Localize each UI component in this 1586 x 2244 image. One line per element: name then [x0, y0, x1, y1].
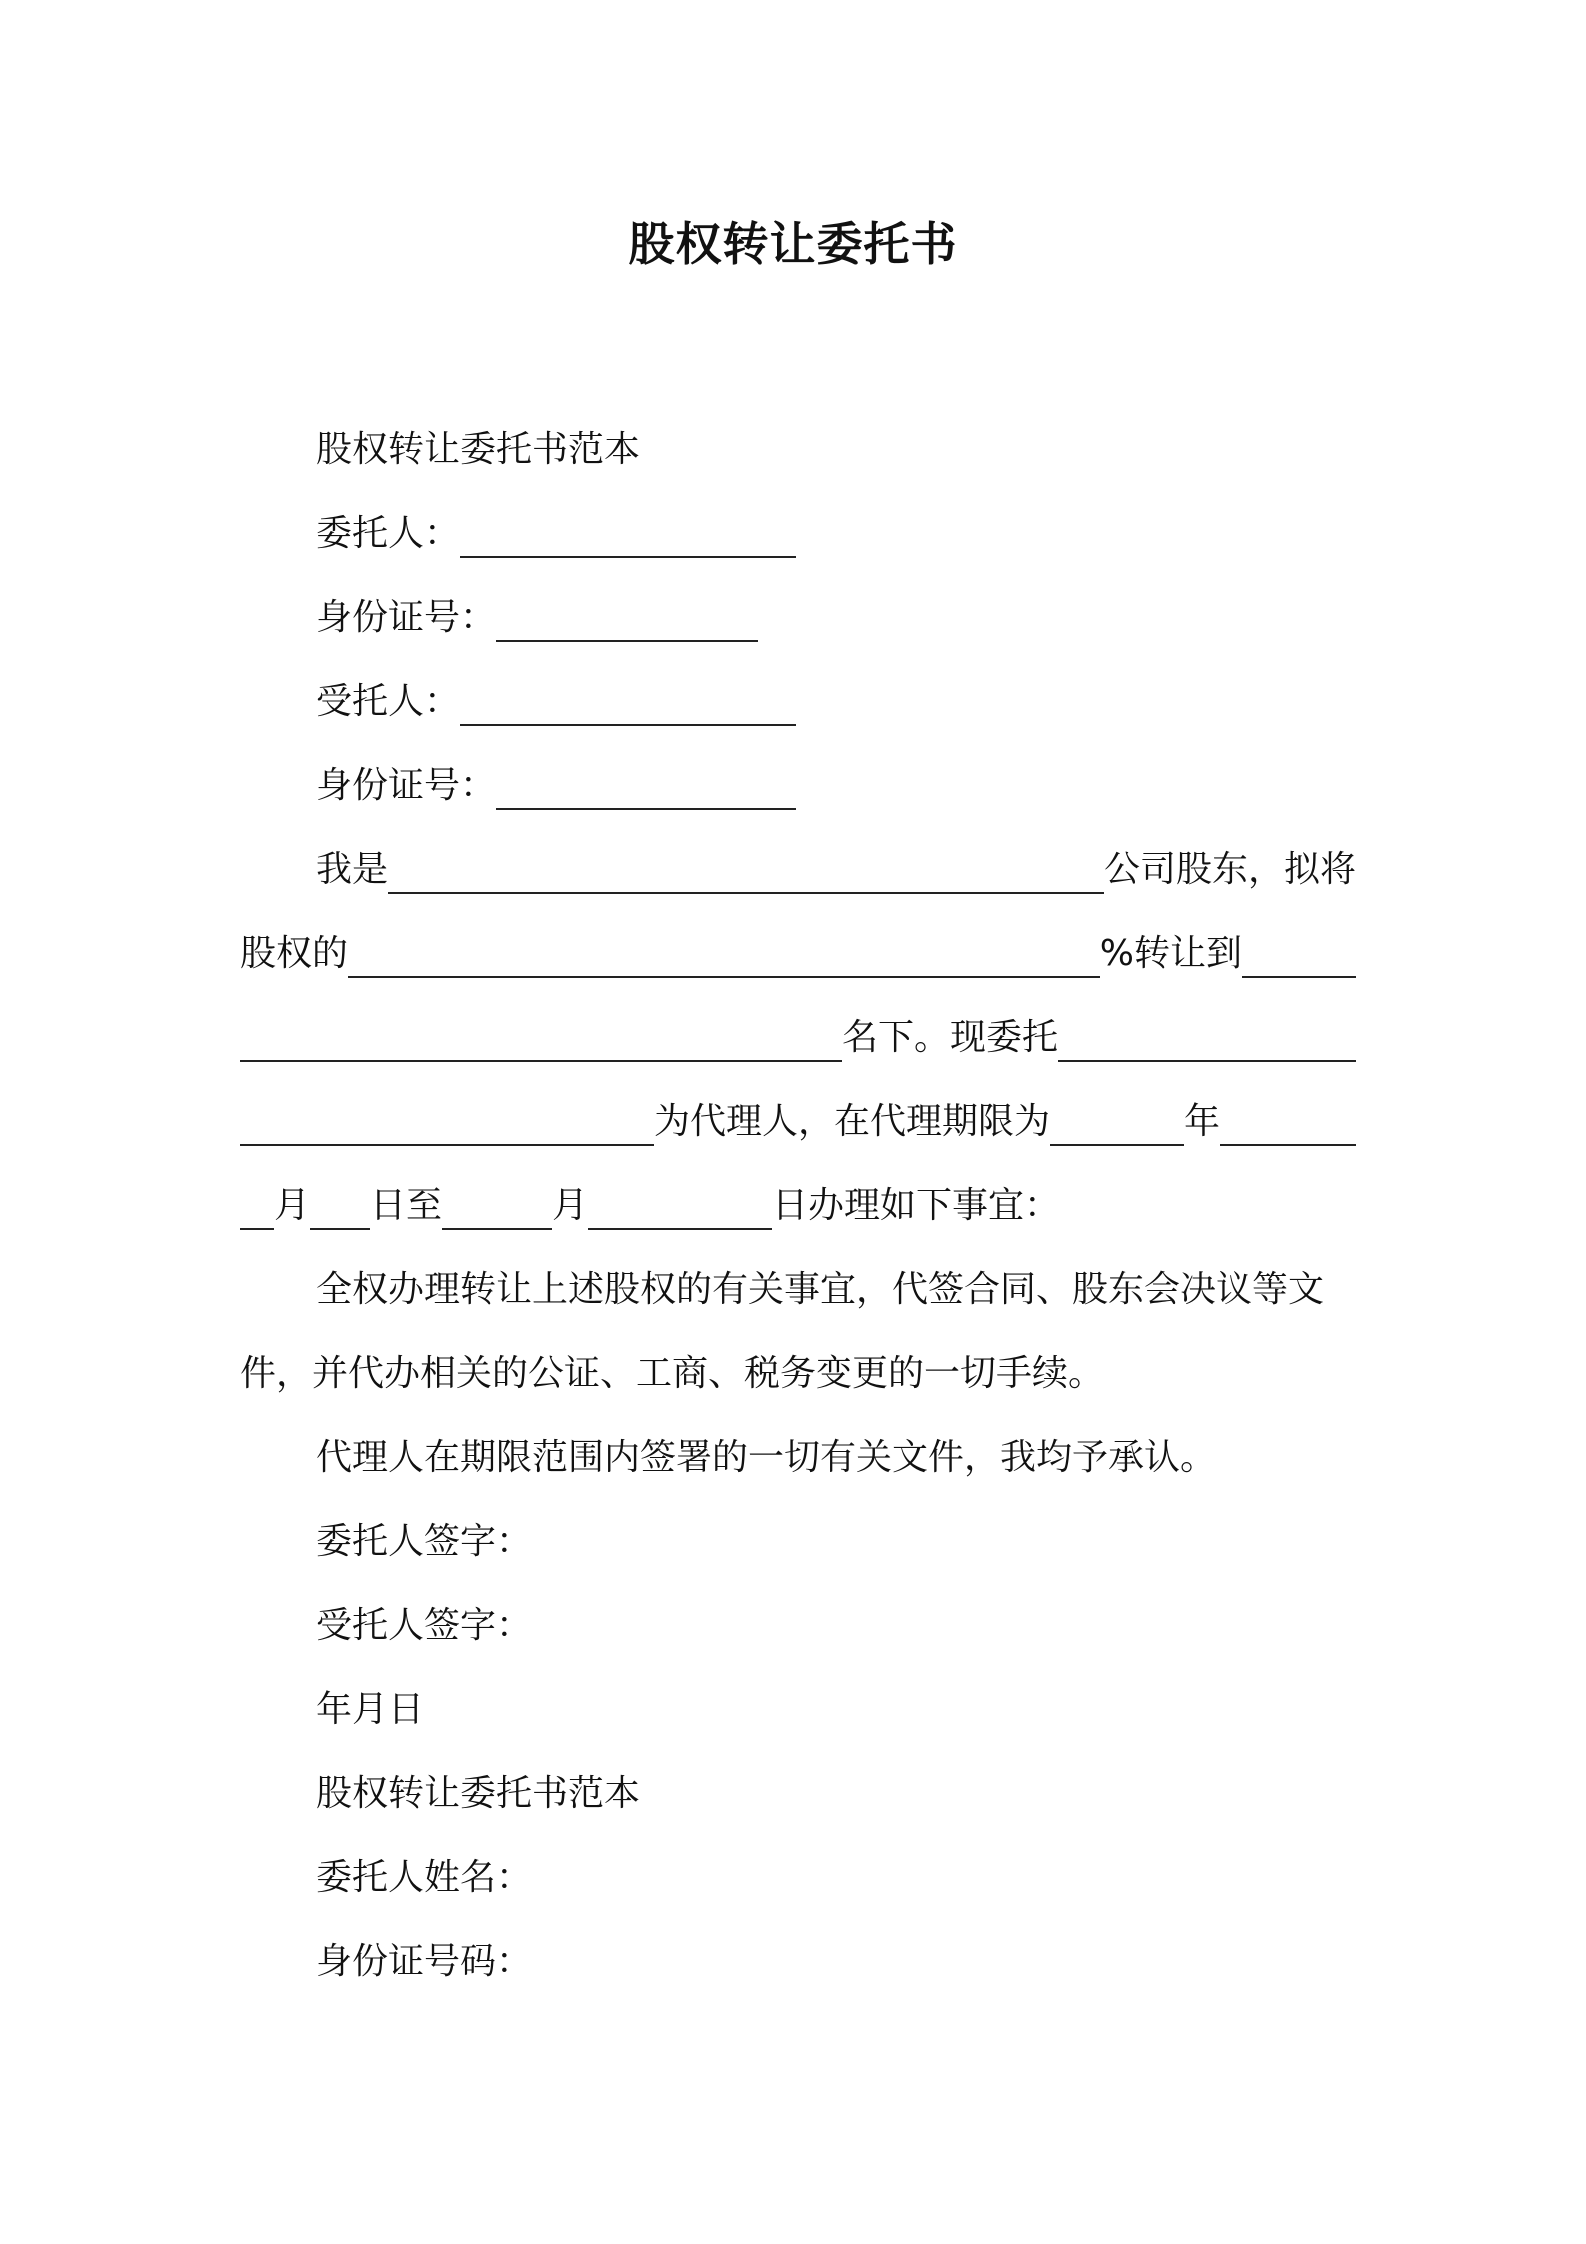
- line-shareholder: [240, 820, 1356, 904]
- line-date: [240, 1660, 1356, 1744]
- start-day-blank[interactable]: [310, 1184, 370, 1230]
- line-period-dates: [240, 1156, 1356, 1240]
- line-agent-id: [240, 736, 1356, 820]
- start-year-blank[interactable]: [1050, 1100, 1184, 1146]
- line-heading-sample: [240, 400, 1356, 484]
- agent-period-label: 为代理人，在代理期限为: [654, 1101, 1051, 1142]
- agent-name-blank[interactable]: [460, 680, 796, 726]
- matters-label: 日办理如下事宜：: [772, 1185, 1061, 1226]
- line-principal-id: [240, 568, 1356, 652]
- end-day-blank[interactable]: [588, 1184, 772, 1230]
- principal-label: 委托人：: [316, 513, 461, 554]
- agent-sign-label: 受托人签字：: [316, 1605, 533, 1646]
- document-title: 股权转让委托书: [628, 217, 958, 271]
- company-name-blank[interactable]: [388, 848, 1104, 894]
- transferee-blank[interactable]: [240, 1016, 842, 1062]
- transferee-blank-start[interactable]: [1242, 932, 1356, 978]
- principal-sign-label: 委托人签字：: [316, 1521, 533, 1562]
- date-label: 年月日: [316, 1689, 425, 1730]
- authority-text-2: 件，并代办相关的公证、工商、税务变更的一切手续。: [240, 1353, 1105, 1394]
- line-equity-percent: [240, 904, 1356, 988]
- line-id-number: [240, 1912, 1356, 1996]
- transfer-to-label: %转让到: [1099, 933, 1242, 974]
- principal-name-blank[interactable]: [460, 512, 796, 558]
- entrusted-agent-blank-start[interactable]: [1058, 1016, 1356, 1062]
- shareholder-suffix: 公司股东，拟将: [1103, 849, 1356, 890]
- shareholder-prefix: 我是: [316, 849, 389, 890]
- sample-heading-2: 股权转让委托书范本: [316, 1773, 641, 1814]
- line-acknowledge: [240, 1408, 1356, 1492]
- acknowledge-text: 代理人在期限范围内签署的一切有关文件，我均予承认。: [316, 1437, 1217, 1478]
- year-label: 年: [1184, 1101, 1221, 1142]
- month-label-1: 月: [274, 1185, 311, 1226]
- line-principal-name: [240, 1828, 1356, 1912]
- equity-prefix: 股权的: [240, 933, 349, 974]
- principal-id-label: 身份证号：: [316, 597, 497, 638]
- agent-id-blank[interactable]: [496, 764, 796, 810]
- authority-text-1: 全权办理转让上述股权的有关事宜，代签合同、股东会决议等文: [316, 1269, 1325, 1310]
- end-date-blank[interactable]: [442, 1184, 552, 1230]
- start-month-blank[interactable]: [1220, 1100, 1356, 1146]
- entrusted-agent-blank[interactable]: [240, 1100, 654, 1146]
- sample-heading: 股权转让委托书范本: [316, 429, 641, 470]
- agent-label: 受托人：: [316, 681, 461, 722]
- document-body: [240, 400, 1356, 1996]
- month-label-2: 月: [552, 1185, 589, 1226]
- agent-id-label: 身份证号：: [316, 765, 497, 806]
- line-heading-sample-2: [240, 1744, 1356, 1828]
- entrust-label: 名下。现委托: [842, 1017, 1059, 1058]
- day-to-label: 日至: [370, 1185, 443, 1226]
- line-principal-sign: [240, 1492, 1356, 1576]
- line-agent: [240, 652, 1356, 736]
- line-authority-1: [240, 1240, 1356, 1324]
- principal-id-blank[interactable]: [496, 596, 758, 642]
- id-number-label: 身份证号码：: [316, 1941, 533, 1982]
- line-principal: [240, 484, 1356, 568]
- line-agent-sign: [240, 1576, 1356, 1660]
- line-agent-period: [240, 1072, 1356, 1156]
- line-authority-2: [240, 1324, 1356, 1408]
- principal-name-label: 委托人姓名：: [316, 1857, 533, 1898]
- equity-percent-blank[interactable]: [348, 932, 1100, 978]
- line-transferee: [240, 988, 1356, 1072]
- start-month-blank-end[interactable]: [240, 1184, 274, 1230]
